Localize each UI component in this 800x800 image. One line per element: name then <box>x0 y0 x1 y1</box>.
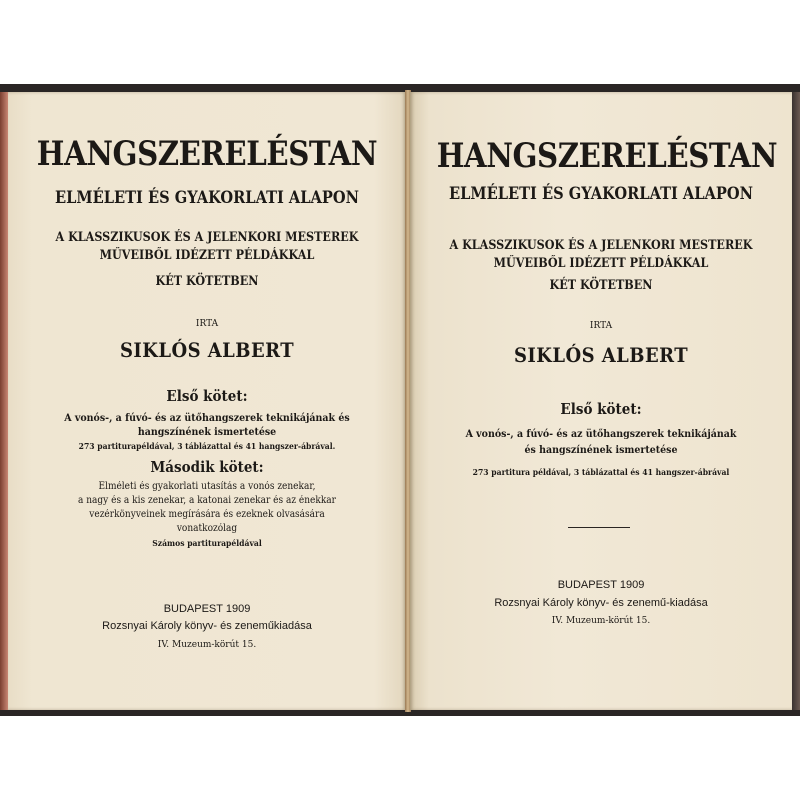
volume-one-text: A vonós-, a fúvó- és az ütőhangszerek teknikájának és <box>64 412 350 424</box>
volume-one-heading: Első kötet: <box>560 400 642 418</box>
book-title: HANGSZERELÉSTAN <box>36 134 378 174</box>
city-year: BUDAPEST 1909 <box>557 579 645 591</box>
volume-one-text: A vonós-, a fúvó- és az ütőhangszerek teknikájának <box>465 428 737 440</box>
book-fore-edge <box>792 92 800 710</box>
city-year: BUDAPEST 1909 <box>163 603 251 615</box>
volume-one-heading: Első kötet: <box>166 387 248 405</box>
book-title: HANGSZERELÉSTAN <box>436 136 778 176</box>
volume-two-text: vonatkozólag <box>176 523 238 534</box>
by-label: IRTA <box>195 319 219 329</box>
right-title-page <box>410 92 792 710</box>
volume-two-heading: Második kötet: <box>150 458 264 476</box>
volume-two-text: vezérkönyveinek megírására és ezeknek olvasására <box>89 509 325 520</box>
volume-count: KÉT KÖTETBEN <box>155 274 259 289</box>
publisher-address: IV. Muzeum-körút 15. <box>157 640 257 650</box>
description-line: MŰVEIBŐL IDÉZETT PÉLDÁKKAL <box>99 248 315 263</box>
divider-rule <box>568 527 630 528</box>
description-line: A KLASSZIKUSOK ÉS A JELENKORI MESTEREK <box>449 238 753 253</box>
left-title-page <box>8 92 406 710</box>
book-subtitle: ELMÉLETI ÉS GYAKORLATI ALAPON <box>448 184 753 204</box>
volume-one-text: 273 partitura példával, 3 táblázattal és 41 hangszer-ábrával <box>472 468 730 478</box>
publisher: Rozsnyai Károly könyv- és zeneműkiadása <box>102 620 312 632</box>
author-name: SIKLÓS ALBERT <box>513 343 689 367</box>
publisher-address: IV. Muzeum-körút 15. <box>551 616 651 626</box>
book-cover-edge <box>0 92 8 710</box>
description-line: MŰVEIBŐL IDÉZETT PÉLDÁKKAL <box>493 256 709 271</box>
volume-two-text: Számos partiturapéldával <box>152 539 262 549</box>
by-label: IRTA <box>589 321 613 331</box>
volume-one-text: hangszínének ismertetése <box>137 426 277 438</box>
volume-one-text: és hangszínének ismertetése <box>524 444 678 456</box>
volume-two-text: Elméleti és gyakorlati utasítás a vonós zenekar, <box>98 481 316 492</box>
volume-two-text: a nagy és a kis zenekar, a katonai zenekar és az énekkar <box>78 495 336 506</box>
author-name: SIKLÓS ALBERT <box>119 338 295 362</box>
publisher: Rozsnyai Károly könyv- és zenemű-kiadása <box>494 597 708 609</box>
volume-one-text: 273 partiturapéldával, 3 táblázattal és 41 hangszer-ábrával. <box>78 442 336 452</box>
book-subtitle: ELMÉLETI ÉS GYAKORLATI ALAPON <box>54 188 359 208</box>
description-line: A KLASSZIKUSOK ÉS A JELENKORI MESTEREK <box>55 230 359 245</box>
volume-count: KÉT KÖTETBEN <box>549 278 653 293</box>
